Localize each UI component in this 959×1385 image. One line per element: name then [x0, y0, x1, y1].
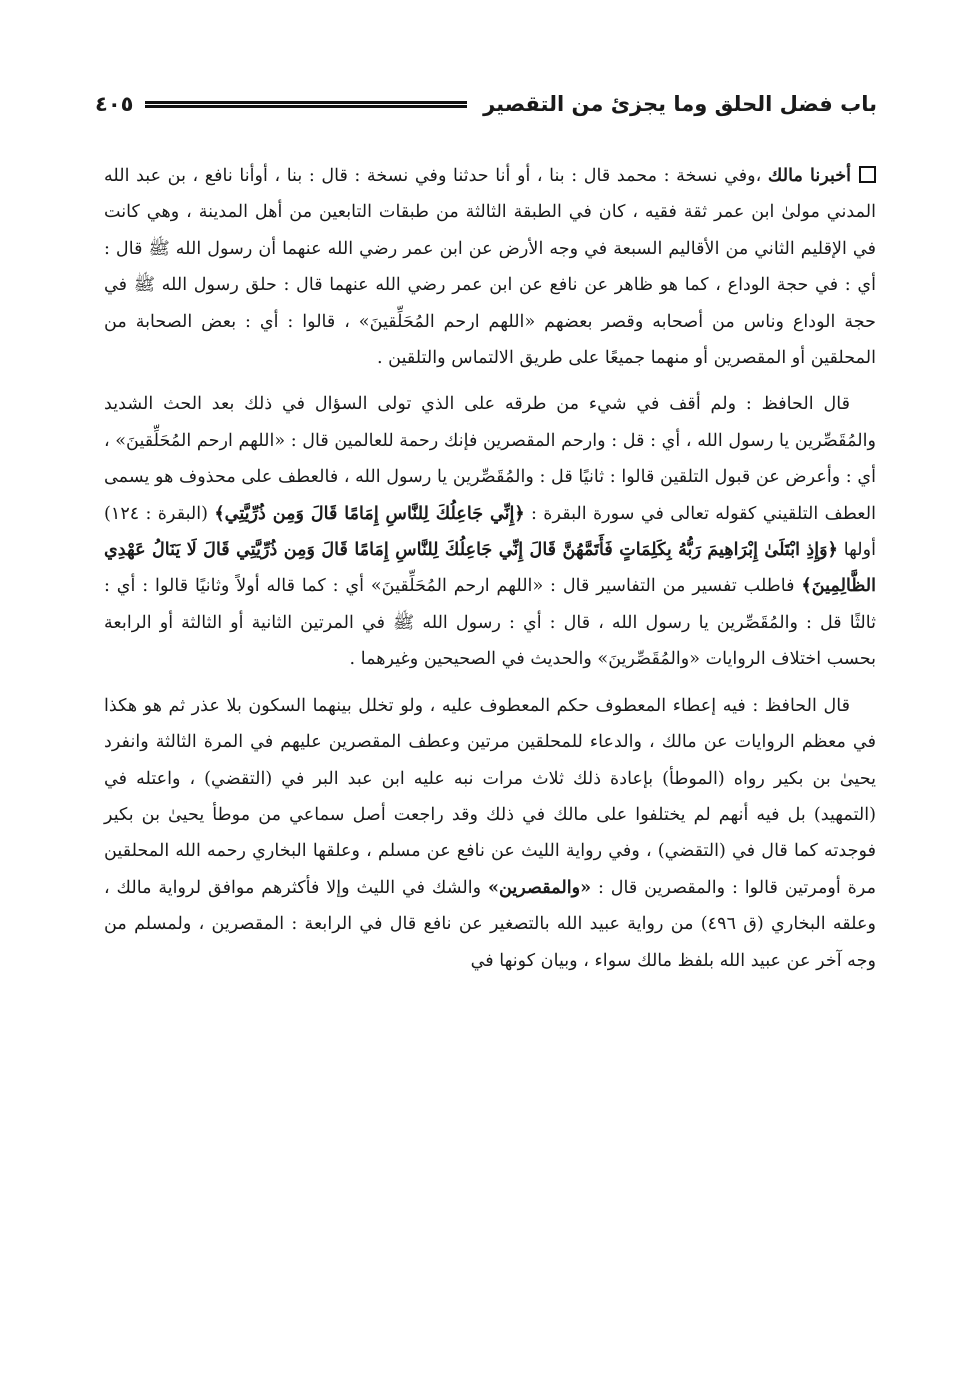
paragraph-1: [104, 158, 876, 376]
paragraph-3-bold: «والمقصرين»: [488, 876, 592, 898]
page-number: ٤٠٥: [95, 92, 134, 116]
header-rule: [145, 101, 467, 108]
section-box-icon: [859, 166, 876, 183]
paragraph-3: [104, 688, 876, 979]
paragraph-2-part-c: فاطلب تفسير من التفاسير قال : «اللهم ارحم المُحَلِّقينَ» أي : كما قاله أولاً وثانيًا قالوا : أي : ثالثًا قل : والمُقَصِّرين يا رسول الله ، قال : أي : رسول الله ﷺ في المرتين الثانية أو الثالثة أو الرابعة بحسب اختلاف الروايات «والمُقَصِّرينَ» والحديث في الصحيحين وغيرهما .: [104, 576, 876, 670]
page-header: [95, 84, 877, 124]
paragraph-2-part-b: (البقرة : ١٢٤) أولها: [104, 503, 876, 561]
quran-verse-1: ﴿إِنِّي جَاعِلُكَ لِلنَّاسِ إِمَامًا قَالَ وَمِن ذُرِّيَّتِي﴾: [214, 502, 525, 524]
paragraph-2: [104, 386, 876, 677]
main-text: [104, 158, 876, 989]
paragraph-3-part-b: والشك في الليث وإلا فأكثرهم موافق لرواية مالك ، وعلقه البخاري (ق ٤٩٦) من رواية عبيد الله بالتصغير عن نافع قال في الرابعة : المقصرين ، ولمسلم من وجه آخر عن عبيد الله بلفظ مالك سواء ، وبيان كونها في: [104, 877, 876, 971]
paragraph-1-text: ،وفي نسخة : محمد قال : بنا ، أو أنا حدثنا وفي نسخة : قال : بنا ، أوأنا نافع ، بن عبد الله المدني مولىٰ ابن عمر ثقة فقيه ، كان في الطبقة الثالثة من طبقات التابعين من أهل المدينة ، وهي كانت في الإقليم الثاني من الأقاليم السبعة في وجه الأرض عن ابن عمر رضي الله عنهما أن رسول الله ﷺ قال : أي : في حجة الوداع ، كما هو ظاهر عن نافع عن ابن عمر رضي الله عنهما قال : حلق رسول الله ﷺ في حجة الوداع وناس من أصحابه وقصر بعضهم «اللهم ارحم المُحَلِّقينَ» ، قالوا : أي : بعض الصحابة من المحلقين أو المقصرين أو منهما جميعًا على طريق الالتماس والتلقين .: [104, 166, 876, 369]
paragraph-1-lead: أخبرنا مالك: [767, 165, 852, 186]
chapter-title: باب فضل الحلق وما يجزئ من التقصير: [483, 92, 877, 116]
paragraph-2-part-a: قال الحافظ : ولم أقف في شيء من طرقه على الذي تولى السؤال في ذلك بعد الحث الشديد والمُقَصِّرين يا رسول الله ، أي : قل : وارحم المقصرين فإنك رحمة للعالمين قال : «اللهم ارحم المُحَلِّقينَ» ، أي : وأعرض عن قبول التلقين قالوا : ثانيًا قل : والمُقَصِّرين يا رسول الله ، فالعطف على محذوف هو يسمى العطف التلقيني كقوله تعالى في سورة البقرة :: [104, 394, 877, 524]
quran-verse-2: ﴿وَإِذِ ابْتَلَىٰ إِبْرَاهِيمَ رَبُّهُ بِكَلِمَاتٍ فَأَتَمَّهُنَّ قَالَ إِنِّي جَاعِلُكَ لِلنَّاسِ إِمَامًا قَالَ وَمِن ذُرِّيَّتِي قَالَ لَا يَنَالُ عَهْدِي الظَّالِمِينَ﴾: [104, 539, 877, 597]
paragraph-3-part-a: قال الحافظ : فيه إعطاء المعطوف حكم المعطوف عليه ، ولو تخلل بينهما السكون بلا عذر ثم هو هكذا في معظم الروايات عن مالك ، والدعاء للمحلقين مرتين وعطف المقصرين عليهم في المرة الثالثة وانفرد يحيىٰ بن بكير رواه (الموطأ) بإعادة ذلك ثلاث مرات نبه عليه ابن عبد البر في (التقضي) ، واعتله في (التمهيد) بل فيه أنهم لم يختلفوا على مالك في ذلك وقد راجعت أصل سماعي من موطأ يحيىٰ بن بكير فوجدته كما قال في (التقضي) ، وفي رواية الليث عن نافع عن مسلم ، وعلقها البخاري رحمه الله المحلقين مرة أومرتين قالوا : والمقصرين قال :: [104, 695, 877, 898]
